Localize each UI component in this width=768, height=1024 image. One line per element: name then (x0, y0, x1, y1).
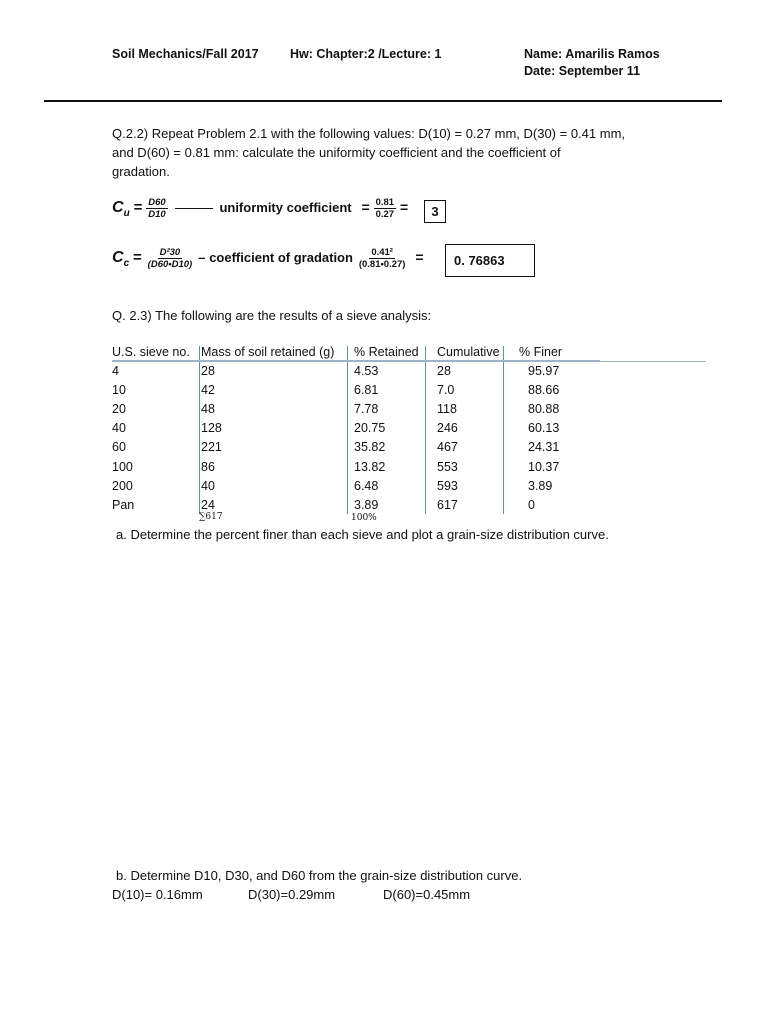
cell-mass: 28 (201, 363, 215, 378)
cu-label: uniformity coefficient (219, 200, 352, 216)
col-cumulative: Cumulative (434, 343, 516, 361)
cell-mass: 128 (201, 421, 222, 436)
col-percent-finer: % Finer (516, 343, 600, 361)
col-percent-retained: % Retained (351, 343, 434, 361)
cc-label: coefficient of gradation (209, 250, 353, 266)
cell-cumulative: 467 (437, 440, 458, 455)
cell-mass: 40 (201, 478, 215, 493)
cell-cumulative: 553 (437, 459, 458, 474)
cell-sieve: 200 (112, 478, 133, 493)
table-row (112, 438, 600, 457)
cu-formula: $C_u$ = $\frac{D60}{D10}$ uniformity coefficient = $\frac{0.81}{0.27}$ = (112, 197, 409, 220)
cell-cumulative: 7.0 (437, 382, 455, 397)
cell-retained: 13.82 (354, 459, 386, 474)
cu-subscript: u (123, 208, 130, 219)
cell-cumulative: 246 (437, 421, 458, 436)
cc-def-denominator: (D60•D10) (147, 259, 193, 270)
table-header-row (112, 343, 600, 361)
cell-finer: 3.89 (528, 478, 553, 493)
table-row (112, 380, 600, 399)
part-a-text: a. Determine the percent finer than each sieve and plot a grain-size distribution curve. (116, 527, 609, 542)
cell-retained: 20.75 (354, 421, 386, 436)
cell-finer: 0 (528, 497, 535, 512)
cell-cumulative: 617 (437, 497, 458, 512)
cell-sieve: Pan (112, 497, 135, 512)
cell-sieve: 10 (112, 382, 126, 397)
col-sieve-no: U.S. sieve no. (112, 343, 197, 361)
q23-intro: Q. 2.3) The following are the results of a sieve analysis: (112, 308, 432, 323)
header-divider (44, 100, 722, 102)
cc-calc-denominator: (0.81•0.27) (358, 259, 406, 270)
cc-subscript: c (123, 258, 130, 269)
cell-retained: 6.81 (354, 382, 379, 397)
sum-percent-note: 100% (351, 513, 377, 523)
cell-finer: 24.31 (528, 440, 560, 455)
cc-calc-numerator: 0.41² (371, 247, 393, 258)
cell-finer: 88.66 (528, 382, 560, 397)
cell-retained: 3.89 (354, 497, 379, 512)
cell-mass: 24 (201, 497, 215, 512)
cu-calc-fraction (374, 197, 397, 220)
cell-retained: 35.82 (354, 440, 386, 455)
cell-sieve: 40 (112, 421, 126, 436)
cell-cumulative: 593 (437, 478, 458, 493)
q22-line-2: and D(60) = 0.81 mm: calculate the uniformity coefficient and the coefficient of (112, 145, 561, 160)
d10-answer: D(10)= 0.16mm (112, 887, 203, 902)
cell-finer: 95.97 (528, 363, 560, 378)
cell-sieve: 4 (112, 363, 119, 378)
sum-mass-note: ∑617 (199, 512, 223, 522)
table-row (112, 419, 600, 438)
cell-retained: 4.53 (354, 363, 379, 378)
homework-label: Hw: Chapter:2 /Lecture: 1 (290, 47, 442, 61)
q22-line-1: Q.2.2) Repeat Problem 2.1 with the following values: D(10) = 0.27 mm, D(30) = 0.41 mm, (112, 126, 626, 141)
part-b-text: b. Determine D10, D30, and D60 from the grain-size distribution curve. (116, 868, 523, 883)
cell-cumulative: 28 (437, 363, 451, 378)
d60-answer: D(60)=0.45mm (383, 887, 471, 902)
table-row (112, 476, 600, 495)
assignment-date: Date: September 11 (524, 64, 641, 78)
course-title: Soil Mechanics/Fall 2017 (112, 47, 259, 61)
cell-sieve: 20 (112, 401, 126, 416)
cell-finer: 60.13 (528, 421, 560, 436)
d30-answer: D(30)=0.29mm (248, 887, 336, 902)
cell-retained: 6.48 (354, 478, 379, 493)
student-name: Name: Amarilis Ramos (524, 47, 660, 61)
table-row (112, 495, 600, 514)
sieve-analysis-table (112, 343, 600, 515)
cell-mass: 48 (201, 401, 215, 416)
q22-line-3: gradation. (112, 164, 170, 179)
table-row (112, 399, 600, 418)
cell-sieve: 100 (112, 459, 133, 474)
cell-mass: 221 (201, 440, 222, 455)
cell-mass: 42 (201, 382, 215, 397)
cu-symbol: C (112, 199, 124, 217)
cell-sieve: 60 (112, 440, 126, 455)
cu-calc-denominator: 0.27 (375, 209, 395, 220)
cell-cumulative: 118 (437, 401, 457, 416)
cell-mass: 86 (201, 459, 215, 474)
table-row (112, 457, 600, 476)
cc-calc-fraction (357, 247, 408, 270)
table-row (112, 361, 600, 381)
cu-def-numerator: D60 (148, 197, 166, 208)
cu-definition-fraction (146, 197, 167, 220)
col-mass-retained: Mass of soil retained (g) (197, 343, 351, 361)
cell-finer: 80.88 (528, 401, 560, 416)
cc-result-box: 0. 76863 (445, 244, 535, 277)
cc-definition-fraction (146, 247, 195, 270)
cell-finer: 10.37 (528, 459, 560, 474)
cc-def-numerator: D²30 (159, 247, 181, 258)
cu-result-box: 3 (424, 200, 446, 223)
cu-calc-numerator: 0.81 (375, 197, 395, 208)
cell-retained: 7.78 (354, 401, 379, 416)
cc-formula: $C_c$ = $\frac{\text{D²30}}{(D60•D10)}$ – coefficient of gradation $\frac{\text{0.41²}}{(0.81•0.27)}$ = (112, 247, 424, 270)
cc-symbol: C (112, 249, 124, 267)
cu-def-denominator: D10 (148, 209, 166, 220)
